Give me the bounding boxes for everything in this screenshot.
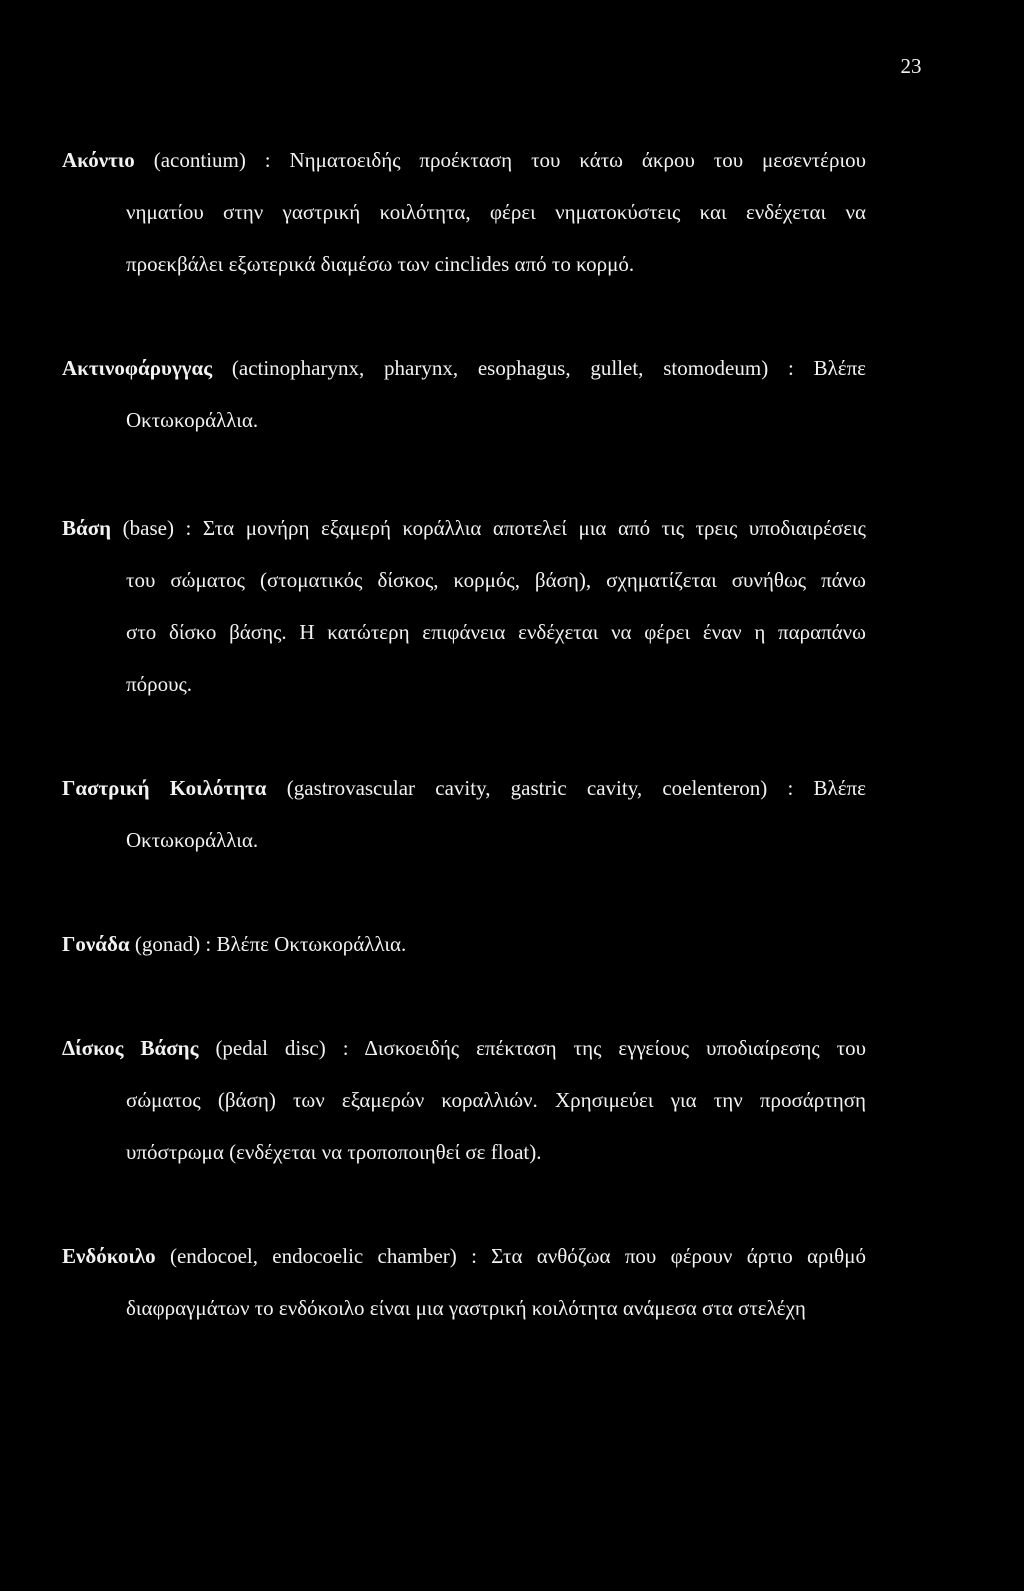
entry-text: (acontium) : Νηματοειδής προέκταση του κάτω άκρου του μεσεντέριου [153, 148, 867, 172]
entry-term: Γονάδα [62, 932, 130, 956]
entry-text: (pedal disc) : Δισκοειδής επέκταση της εγγείους υποδιαίρεσης του [215, 1036, 866, 1060]
entry-text: πόρους. [126, 672, 193, 696]
entry-text: νηματίου στην γαστρική κοιλότητα, φέρει νηματοκύστεις και ενδέχεται να [126, 200, 866, 224]
entry-text: (actinopharynx, pharynx, esophagus, gullet, stomodeum) : Βλέπε [231, 356, 867, 380]
entry-text: (endocoel, endocoelic chamber) : Στα ανθόζωα που φέρουν άρτιο αριθμό [169, 1244, 866, 1268]
glossary-entry-gastrovascular-cavity [62, 762, 866, 866]
entry-term: Γαστρική Κοιλότητα [62, 776, 267, 800]
entry-text: διαφραγμάτων το ενδόκοιλο είναι μια γαστρική κοιλότητα ανάμεσα στα στελέχη [126, 1296, 806, 1320]
glossary-entry-gonad [62, 918, 866, 970]
entry-term: Ακτινοφάρυγγας [62, 356, 213, 380]
entry-term: Δίσκος Βάσης [62, 1036, 199, 1060]
entry-term: Ενδόκοιλο [62, 1244, 156, 1268]
entry-text: (base) : Στα μονήρη εξαμερή κοράλλια αποτελεί μια από τις τρεις υποδιαιρέσεις [122, 516, 866, 540]
entry-text: υπόστρωμα (ενδέχεται να τροποποιηθεί σε float). [126, 1140, 542, 1164]
entry-text: του σώματος (στοματικός δίσκος, κορμός, βάση), σχηματίζεται συνήθως πάνω [126, 568, 866, 592]
glossary-entry-pedal-disc [62, 1022, 866, 1178]
page-number: 23 [900, 54, 922, 78]
entry-text: προεκβάλει εξωτερικά διαμέσω των cinclides από το κορμό. [126, 252, 635, 276]
entry-text: στο δίσκο βάσης. Η κατώτερη επιφάνεια ενδέχεται να φέρει έναν η παραπάνω [126, 620, 866, 644]
entry-text: Οκτωκοράλλια. [126, 828, 259, 852]
entry-term: Ακόντιο [62, 148, 135, 172]
entry-term: Βάση [62, 516, 112, 540]
entry-text: (gastrovascular cavity, gastric cavity, coelenteron) : Βλέπε [286, 776, 866, 800]
entry-text: σώματος (βάση) των εξαμερών κοραλλιών. Χρησιμεύει για την προσάρτηση [126, 1088, 866, 1112]
entry-text: (gonad) : Βλέπε Οκτωκοράλλια. [134, 932, 407, 956]
glossary-entry-base [62, 502, 866, 710]
glossary-entry-actinopharynx [62, 342, 866, 446]
glossary-entry-acontium [62, 134, 866, 290]
glossary-entry-endocoel [62, 1230, 866, 1334]
entry-text: Οκτωκοράλλια. [126, 408, 259, 432]
